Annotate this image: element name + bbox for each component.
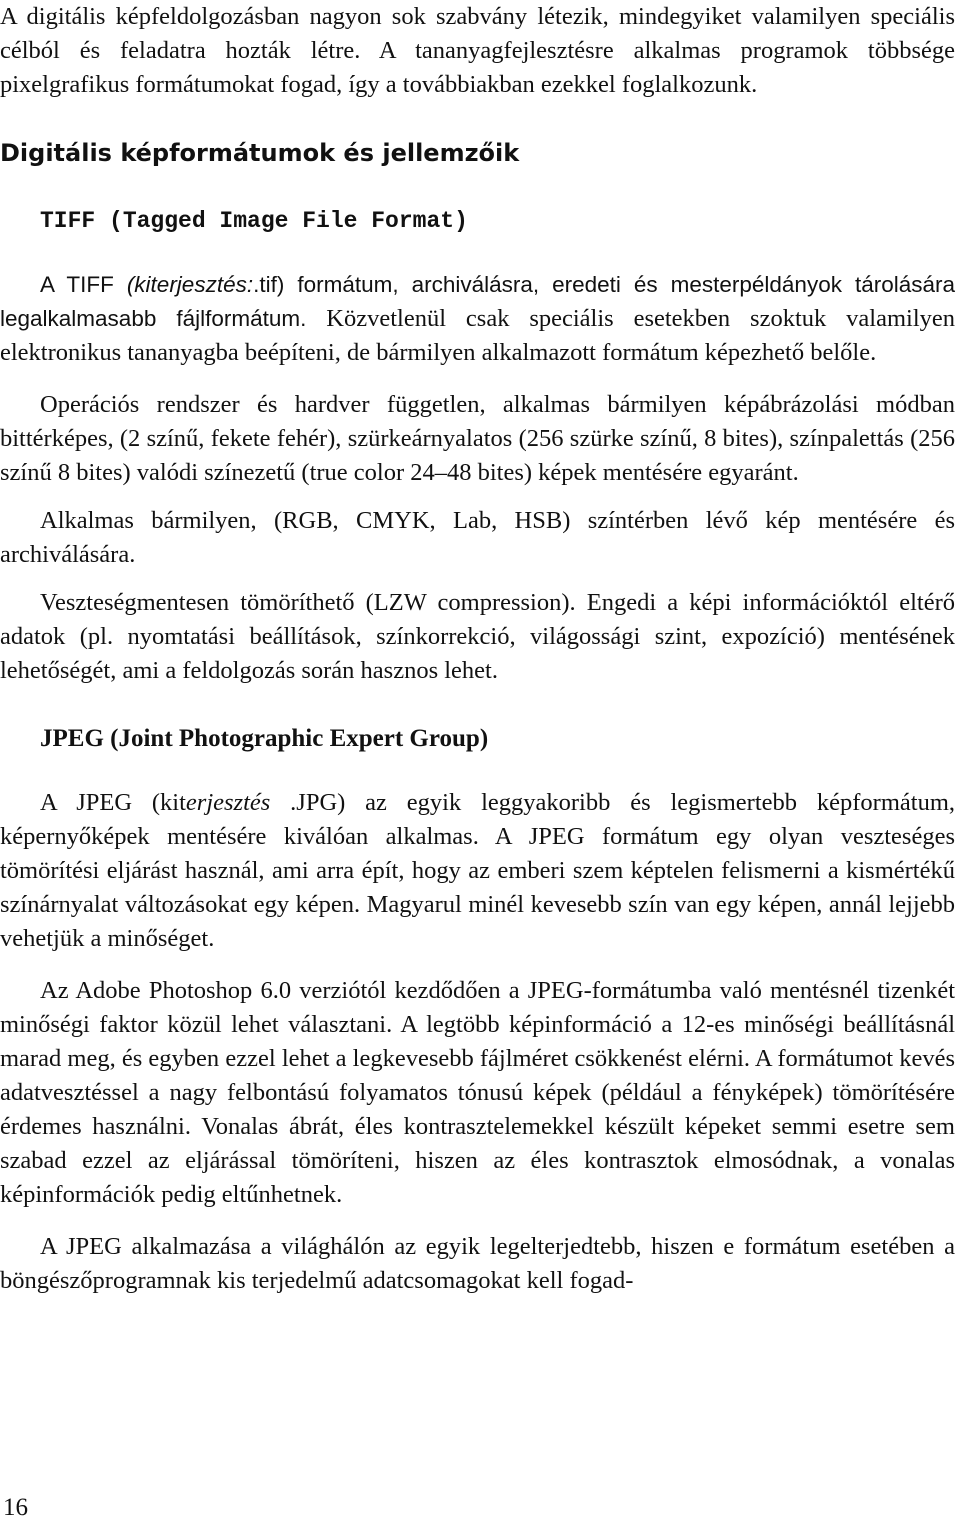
jpeg-p1-lead: A JPEG (kit xyxy=(40,789,186,816)
tiff-p1-lead: A TIFF xyxy=(40,272,127,297)
jpeg-paragraph-2: Az Adobe Photoshop 6.0 verziótól kezdődően a JPEG-formátumba való mentésnél tizenkét minőségi faktor közül lehet választani. A legtöbb képinformáció a 12-es minőségi beállításnál marad meg, és egyben ezzel lehet a legkevesebb fájlméret csökkenést elérni. A formátumot kevés adatvesztéssel a nagy felbontású folyamatos tónusú képek (például a fényképek) tömörítésére érdemes használni. Vonalas ábrát, éles kontrasztelemekkel készült képeket semmi esetre sem szabad ezzel az eljárással tömöríteni, hiszen az éles kontrasztok elmosódnak, a vonalas képinformációk pedig eltűnhetnek. xyxy=(0,977,955,1208)
tiff-paragraph-4: Veszteségmentesen tömöríthető (LZW compression). Engedi a képi információktól eltérő adatok (pl. nyomtatási beállítások, színkorrekció, világossági szint, expozíció) mentésének lehetőségét, ami a feldolgozás során hasznos lehet. xyxy=(0,589,955,684)
tiff-paragraph-2: Operációs rendszer és hardver független, alkalmas bármilyen képábrázolási módban bittérképes, (2 színű, fekete fehér), szürkeárnyalatos (256 szürke színű, 8 bites), színpalettás (256 színű 8 bites) valódi színezetű (true color 24–48 bites) képek mentésére egyaránt. xyxy=(0,391,955,486)
tiff-paragraph-1 xyxy=(0,268,955,370)
tiff-heading: TIFF (Tagged Image File Format) xyxy=(40,208,468,234)
tiff-p1-tail: Közvetlenül csak speciális esetekben szoktuk valamilyen elektronikus tananyagba beépíteni, de bármilyen alkalmazott formátum képezhető belőle. xyxy=(0,305,955,366)
page-number: 16 xyxy=(3,1494,28,1521)
tiff-paragraph-3: Alkalmas bármilyen, (RGB, CMYK, Lab, HSB) színtérben lévő kép mentésére és archiválására. xyxy=(0,507,955,568)
jpeg-paragraph-1 xyxy=(0,786,955,956)
jpeg-p1-italic: erjesztés xyxy=(185,789,271,816)
jpeg-heading: JPEG (Joint Photographic Expert Group) xyxy=(40,725,489,752)
tiff-p1-rest: .tif) formátum, archiválásra, eredeti és mesterpéldányok tárolására legalkalmasabb fájlformátum. xyxy=(0,272,955,331)
tiff-p1-italic: (kiterjesztés: xyxy=(126,272,254,297)
jpeg-p1-rest: .JPG) az egyik leggyakoribb és legismertebb képformátum, képernyőképek mentésére kiválóan alkalmas. A JPEG formátum egy olyan veszteséges tömörítési eljárást használ, ami arra épít, hogy az emberi szem képtelen felismerni a kismértékű színárnyalat változásokat egy képen. Magyarul minél kevesebb szín van egy képen, annál lejjebb vehetjük a minőséget. xyxy=(0,789,956,952)
section-title: Digitális képformátumok és jellemzőik xyxy=(0,139,520,167)
jpeg-paragraph-3: A JPEG alkalmazása a világhálón az egyik legelterjedtebb, hiszen e formátum esetében a böngészőprogramnak kis terjedelmű adatcsomagokat kell fogad- xyxy=(0,1233,955,1294)
intro-paragraph: A digitális képfeldolgozásban nagyon sok szabvány létezik, mindegyiket valamilyen speciális célból és feladatra hozták létre. A tananyagfejlesztésre alkalmas programok többsége pixelgrafikus formátumokat fogad, így a továbbiakban ezekkel foglalkozunk. xyxy=(0,3,955,98)
